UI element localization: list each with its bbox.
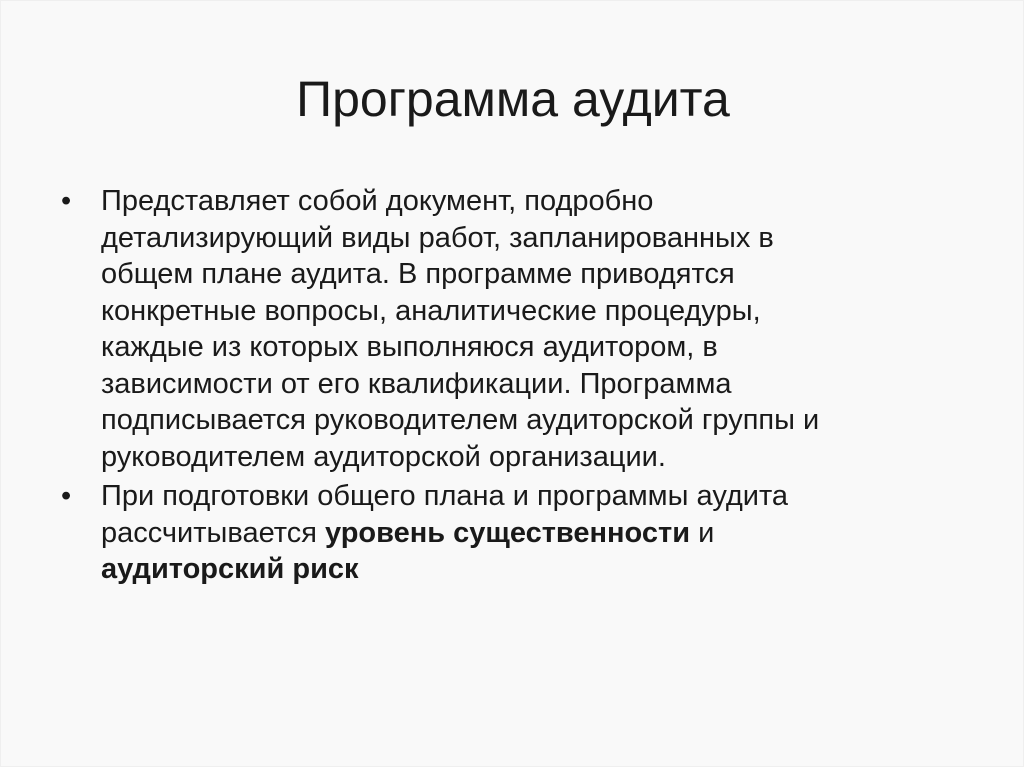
- bullet-text-segment: рассчитывается: [101, 516, 325, 549]
- bullet-item-materiality: [61, 478, 961, 588]
- bullet-item-program-definition: [61, 183, 961, 475]
- bullet-line: конкретные вопросы, аналитические процедуры,: [101, 294, 761, 327]
- bullet-marker: •: [61, 185, 72, 217]
- bullet-line: детализирующий виды работ, запланированных в: [101, 221, 774, 254]
- bullet-line: каждые из которых выполняюся аудитором, в: [101, 331, 718, 363]
- materiality-level-emphasis: уровень существенности: [324, 516, 691, 549]
- bullet-line: подписывается руководителем аудиторской группы и: [101, 404, 820, 436]
- bullet-line: общем плане аудита. В программе приводятся: [101, 258, 735, 290]
- bullet-line: руководителем аудиторской организации.: [101, 440, 666, 473]
- bullet-line: При подготовки общего плана и программы аудита: [101, 480, 789, 512]
- bullet-line-mixed: [101, 515, 961, 552]
- bullet-marker: •: [61, 480, 72, 512]
- audit-risk-emphasis: аудиторский риск: [101, 553, 359, 585]
- bullet-line: Представляет собой документ, подробно: [101, 185, 654, 217]
- slide-title: Программа аудита: [296, 71, 730, 127]
- bullet-text-segment: и: [690, 516, 715, 549]
- bullet-list: [61, 183, 961, 591]
- bullet-line: зависимости от его квалификации. Программа: [101, 367, 732, 400]
